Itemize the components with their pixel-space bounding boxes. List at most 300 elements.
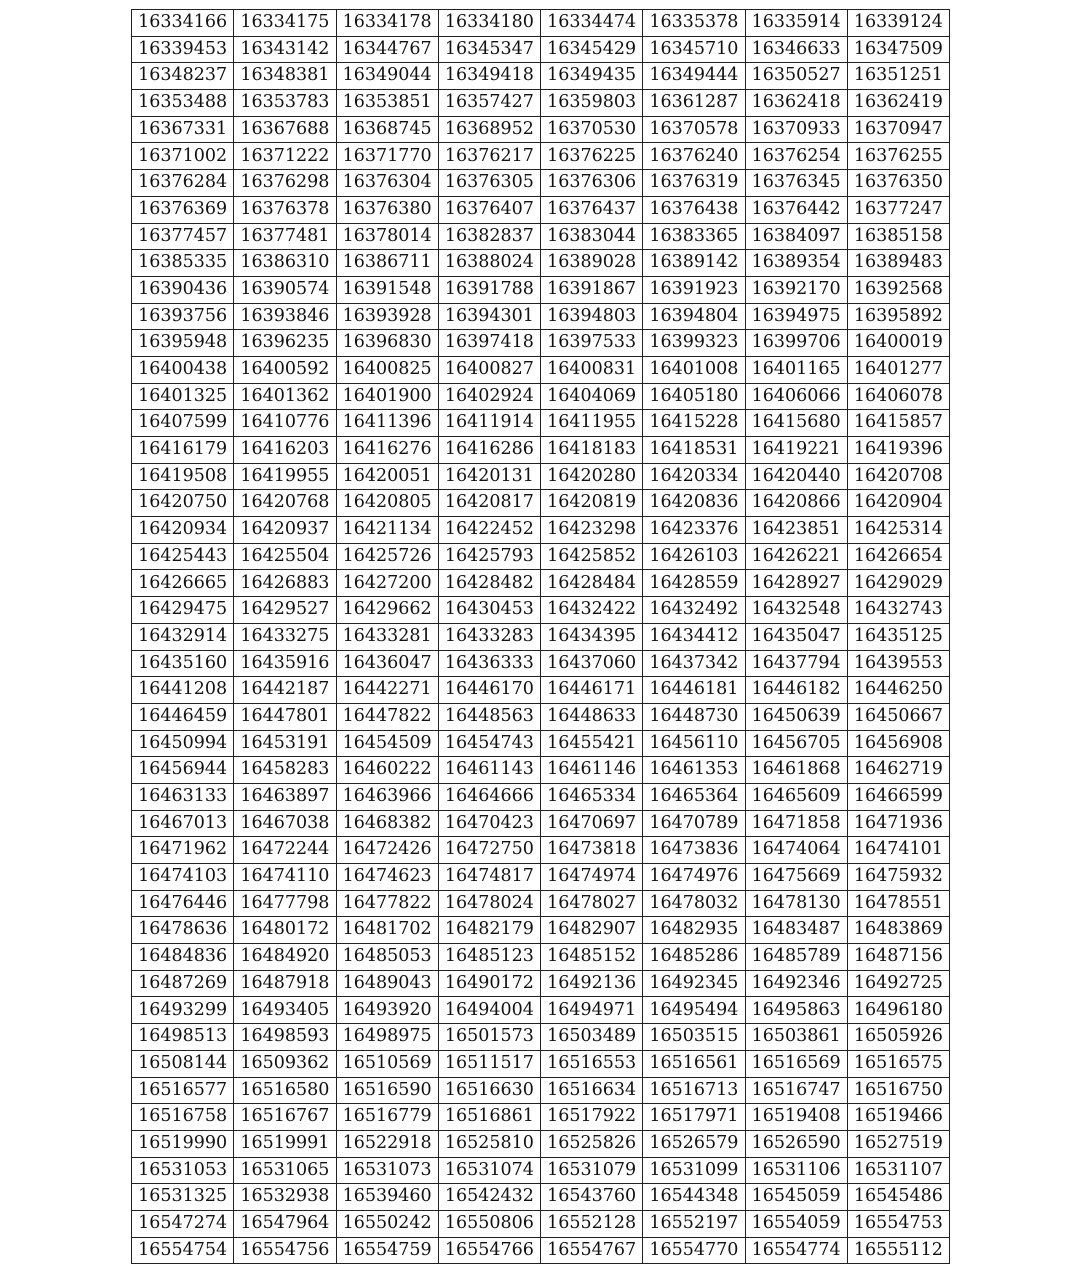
table-cell: 16376225 [541,143,643,170]
table-cell: 16482907 [541,917,643,944]
table-cell: 16485286 [643,944,745,971]
table-cell: 16494971 [541,997,643,1024]
table-cell: 16516569 [745,1050,847,1077]
table-cell: 16420334 [643,463,745,490]
table-cell: 16353783 [234,90,336,117]
table-cell: 16492345 [643,970,745,997]
table-cell: 16474101 [847,837,949,864]
table-cell: 16376305 [438,170,540,197]
table-cell: 16454509 [336,730,438,757]
table-cell: 16376255 [847,143,949,170]
table-cell: 16357427 [438,90,540,117]
table-cell: 16476446 [132,890,234,917]
table-cell: 16485053 [336,944,438,971]
table-row [132,170,950,197]
table-cell: 16339453 [132,36,234,63]
table-row [132,970,950,997]
table-cell: 16516861 [438,1104,540,1131]
table-cell: 16391867 [541,276,643,303]
table-cell: 16391923 [643,276,745,303]
table-cell: 16376437 [541,196,643,223]
table-cell: 16511517 [438,1050,540,1077]
table-cell: 16405180 [643,383,745,410]
table-cell: 16525810 [438,1130,540,1157]
table-cell: 16505926 [847,1024,949,1051]
table-cell: 16397418 [438,330,540,357]
table-cell: 16461146 [541,757,643,784]
table-cell: 16353488 [132,90,234,117]
table-cell: 16428559 [643,570,745,597]
table-row [132,250,950,277]
table-cell: 16448563 [438,703,540,730]
table-cell: 16456944 [132,757,234,784]
table-cell: 16432743 [847,597,949,624]
table-cell: 16531065 [234,1157,336,1184]
table-cell: 16472244 [234,837,336,864]
table-cell: 16411396 [336,410,438,437]
table-cell: 16416203 [234,437,336,464]
table-cell: 16472426 [336,837,438,864]
table-cell: 16385335 [132,250,234,277]
table-row [132,90,950,117]
table-cell: 16473818 [541,837,643,864]
table-row [132,223,950,250]
table-cell: 16334180 [438,10,540,37]
table-cell: 16516630 [438,1077,540,1104]
table-cell: 16531079 [541,1157,643,1184]
table-cell: 16446171 [541,677,643,704]
table-cell: 16474064 [745,837,847,864]
table-cell: 16496180 [847,997,949,1024]
table-cell: 16376345 [745,170,847,197]
table-cell: 16465609 [745,783,847,810]
table-cell: 16522918 [336,1130,438,1157]
table-cell: 16420051 [336,463,438,490]
table-cell: 16531074 [438,1157,540,1184]
table-cell: 16516713 [643,1077,745,1104]
table-cell: 16426654 [847,543,949,570]
table-cell: 16447801 [234,703,336,730]
table-cell: 16429475 [132,597,234,624]
table-cell: 16345710 [643,36,745,63]
table-cell: 16391788 [438,276,540,303]
table-cell: 16554767 [541,1237,643,1264]
table-cell: 16482935 [643,917,745,944]
table-cell: 16393756 [132,303,234,330]
table-cell: 16420817 [438,490,540,517]
table-cell: 16389028 [541,250,643,277]
table-cell: 16545486 [847,1184,949,1211]
table-cell: 16401900 [336,383,438,410]
table-cell: 16406066 [745,383,847,410]
table-cell: 16555112 [847,1237,949,1264]
table-row [132,116,950,143]
table-cell: 16376442 [745,196,847,223]
table-cell: 16446459 [132,703,234,730]
table-cell: 16437794 [745,650,847,677]
table-cell: 16508144 [132,1050,234,1077]
table-cell: 16478024 [438,890,540,917]
table-cell: 16554759 [336,1237,438,1264]
table-cell: 16467013 [132,810,234,837]
table-cell: 16377457 [132,223,234,250]
table-cell: 16348237 [132,63,234,90]
table-cell: 16516767 [234,1104,336,1131]
table-cell: 16386310 [234,250,336,277]
table-cell: 16420934 [132,517,234,544]
table-cell: 16433275 [234,623,336,650]
table-cell: 16428482 [438,570,540,597]
table-cell: 16420805 [336,490,438,517]
table-cell: 16401362 [234,383,336,410]
table-cell: 16458283 [234,757,336,784]
table-cell: 16554756 [234,1237,336,1264]
table-cell: 16376254 [745,143,847,170]
table-cell: 16334178 [336,10,438,37]
table-cell: 16468382 [336,810,438,837]
table-cell: 16419396 [847,437,949,464]
table-cell: 16343142 [234,36,336,63]
table-cell: 16485152 [541,944,643,971]
table-row [132,276,950,303]
table-cell: 16478636 [132,917,234,944]
table-cell: 16477798 [234,890,336,917]
table-row [132,1237,950,1264]
table-cell: 16433281 [336,623,438,650]
table-row [132,757,950,784]
table-cell: 16370947 [847,116,949,143]
table-cell: 16368745 [336,116,438,143]
table-cell: 16415680 [745,410,847,437]
table-cell: 16510569 [336,1050,438,1077]
table-row [132,303,950,330]
table-cell: 16447822 [336,703,438,730]
table-cell: 16395892 [847,303,949,330]
table-cell: 16550806 [438,1210,540,1237]
table-cell: 16419955 [234,463,336,490]
table-cell: 16389354 [745,250,847,277]
table-cell: 16415228 [643,410,745,437]
table-row [132,864,950,891]
table-cell: 16399706 [745,330,847,357]
table-cell: 16425726 [336,543,438,570]
table-cell: 16382837 [438,223,540,250]
table-cell: 16410776 [234,410,336,437]
table-cell: 16429527 [234,597,336,624]
table-row [132,437,950,464]
table-cell: 16378014 [336,223,438,250]
table-cell: 16335378 [643,10,745,37]
table-cell: 16474103 [132,864,234,891]
table-cell: 16418531 [643,437,745,464]
table-cell: 16376284 [132,170,234,197]
table-cell: 16433283 [438,623,540,650]
table-cell: 16554774 [745,1237,847,1264]
table-cell: 16552197 [643,1210,745,1237]
table-cell: 16391548 [336,276,438,303]
table-cell: 16481702 [336,917,438,944]
table-cell: 16461868 [745,757,847,784]
table-row [132,543,950,570]
table-cell: 16439553 [847,650,949,677]
table-row [132,837,950,864]
table-body [132,10,950,1264]
table-cell: 16400592 [234,356,336,383]
table-cell: 16487918 [234,970,336,997]
table-cell: 16400019 [847,330,949,357]
table-cell: 16516750 [847,1077,949,1104]
table-cell: 16419508 [132,463,234,490]
table-cell: 16432548 [745,597,847,624]
number-table [131,9,950,1264]
table-cell: 16516779 [336,1104,438,1131]
table-row [132,703,950,730]
table-cell: 16423298 [541,517,643,544]
table-cell: 16406078 [847,383,949,410]
table-cell: 16495863 [745,997,847,1024]
table-cell: 16470423 [438,810,540,837]
table-cell: 16370933 [745,116,847,143]
table-cell: 16420131 [438,463,540,490]
table-cell: 16347509 [847,36,949,63]
table-cell: 16517971 [643,1104,745,1131]
table-cell: 16351251 [847,63,949,90]
table-cell: 16436333 [438,650,540,677]
table-cell: 16509362 [234,1050,336,1077]
table-cell: 16425852 [541,543,643,570]
table-cell: 16464666 [438,783,540,810]
table-cell: 16498975 [336,1024,438,1051]
table-cell: 16392568 [847,276,949,303]
table-cell: 16550242 [336,1210,438,1237]
table-cell: 16436047 [336,650,438,677]
table-row [132,10,950,37]
table-cell: 16385158 [847,223,949,250]
table-cell: 16404069 [541,383,643,410]
table-cell: 16376369 [132,196,234,223]
table-cell: 16493299 [132,997,234,1024]
table-cell: 16418183 [541,437,643,464]
table-cell: 16531073 [336,1157,438,1184]
table-cell: 16487156 [847,944,949,971]
table-cell: 16395948 [132,330,234,357]
table-cell: 16516590 [336,1077,438,1104]
table-cell: 16422452 [438,517,540,544]
table-cell: 16392170 [745,276,847,303]
table-cell: 16335914 [745,10,847,37]
table-cell: 16455421 [541,730,643,757]
table-cell: 16525826 [541,1130,643,1157]
table-cell: 16420708 [847,463,949,490]
table-cell: 16531099 [643,1157,745,1184]
table-cell: 16370530 [541,116,643,143]
table-cell: 16411914 [438,410,540,437]
table-cell: 16421134 [336,517,438,544]
table-cell: 16393846 [234,303,336,330]
table-cell: 16339124 [847,10,949,37]
table-cell: 16396830 [336,330,438,357]
table-cell: 16399323 [643,330,745,357]
table-row [132,917,950,944]
table-cell: 16377247 [847,196,949,223]
table-cell: 16435125 [847,623,949,650]
table-cell: 16527519 [847,1130,949,1157]
table-row [132,997,950,1024]
table-cell: 16420836 [643,490,745,517]
table-cell: 16437060 [541,650,643,677]
table-row [132,783,950,810]
table-cell: 16498593 [234,1024,336,1051]
table-cell: 16420937 [234,517,336,544]
table-cell: 16483869 [847,917,949,944]
table-row [132,1157,950,1184]
table-cell: 16435916 [234,650,336,677]
table-row [132,463,950,490]
table-row [132,944,950,971]
table-cell: 16377481 [234,223,336,250]
table-row [132,63,950,90]
table-cell: 16376407 [438,196,540,223]
table-cell: 16401008 [643,356,745,383]
table-cell: 16545059 [745,1184,847,1211]
table-cell: 16400831 [541,356,643,383]
table-cell: 16376217 [438,143,540,170]
table-row [132,677,950,704]
table-cell: 16450994 [132,730,234,757]
table-cell: 16477822 [336,890,438,917]
table-cell: 16394301 [438,303,540,330]
table-row [132,196,950,223]
table-cell: 16519991 [234,1130,336,1157]
table-cell: 16492346 [745,970,847,997]
table-cell: 16345429 [541,36,643,63]
table-cell: 16386711 [336,250,438,277]
table-cell: 16493920 [336,997,438,1024]
table-cell: 16430453 [438,597,540,624]
table-cell: 16453191 [234,730,336,757]
table-cell: 16485789 [745,944,847,971]
table-cell: 16446170 [438,677,540,704]
table-cell: 16371002 [132,143,234,170]
table-cell: 16446181 [643,677,745,704]
table-cell: 16426665 [132,570,234,597]
table-cell: 16463133 [132,783,234,810]
table-cell: 16425793 [438,543,540,570]
table-cell: 16396235 [234,330,336,357]
table-row [132,570,950,597]
table-cell: 16367331 [132,116,234,143]
table-cell: 16426103 [643,543,745,570]
table-cell: 16429029 [847,570,949,597]
table-cell: 16390574 [234,276,336,303]
table-cell: 16495494 [643,997,745,1024]
table-cell: 16484920 [234,944,336,971]
table-cell: 16376378 [234,196,336,223]
table-cell: 16503861 [745,1024,847,1051]
table-cell: 16416179 [132,437,234,464]
table-cell: 16519990 [132,1130,234,1157]
table-cell: 16362418 [745,90,847,117]
table-cell: 16434395 [541,623,643,650]
table-cell: 16487269 [132,970,234,997]
table-cell: 16554770 [643,1237,745,1264]
table-cell: 16400827 [438,356,540,383]
table-cell: 16471936 [847,810,949,837]
table-cell: 16517922 [541,1104,643,1131]
table-cell: 16394803 [541,303,643,330]
table-row [132,730,950,757]
table-cell: 16503489 [541,1024,643,1051]
table-row [132,330,950,357]
table-cell: 16456908 [847,730,949,757]
table-cell: 16450639 [745,703,847,730]
table-cell: 16349435 [541,63,643,90]
table-cell: 16407599 [132,410,234,437]
table-cell: 16349044 [336,63,438,90]
table-row [132,1104,950,1131]
table-cell: 16432914 [132,623,234,650]
table-cell: 16348381 [234,63,336,90]
table-cell: 16334175 [234,10,336,37]
table-row [132,383,950,410]
table-cell: 16393928 [336,303,438,330]
table-cell: 16492725 [847,970,949,997]
table-cell: 16478551 [847,890,949,917]
table-cell: 16420866 [745,490,847,517]
table-cell: 16434412 [643,623,745,650]
table-cell: 16435047 [745,623,847,650]
table-cell: 16416286 [438,437,540,464]
table-cell: 16376306 [541,170,643,197]
table-cell: 16462719 [847,757,949,784]
table-row [132,1210,950,1237]
table-cell: 16446182 [745,677,847,704]
table-cell: 16456705 [745,730,847,757]
table-cell: 16400825 [336,356,438,383]
table-cell: 16516580 [234,1077,336,1104]
table-cell: 16474974 [541,864,643,891]
table-cell: 16389483 [847,250,949,277]
table-cell: 16432492 [643,597,745,624]
table-cell: 16554753 [847,1210,949,1237]
table-row [132,1050,950,1077]
table-cell: 16423851 [745,517,847,544]
table-cell: 16554754 [132,1237,234,1264]
table-cell: 16371222 [234,143,336,170]
table-cell: 16383365 [643,223,745,250]
table-cell: 16543760 [541,1184,643,1211]
table-cell: 16552128 [541,1210,643,1237]
table-cell: 16501573 [438,1024,540,1051]
table-cell: 16353851 [336,90,438,117]
table-cell: 16416276 [336,437,438,464]
table-cell: 16474623 [336,864,438,891]
table-cell: 16401277 [847,356,949,383]
table-cell: 16526579 [643,1130,745,1157]
table-cell: 16519408 [745,1104,847,1131]
table-cell: 16383044 [541,223,643,250]
table-cell: 16478027 [541,890,643,917]
table-cell: 16376319 [643,170,745,197]
table-cell: 16400438 [132,356,234,383]
table-row [132,517,950,544]
table-cell: 16519466 [847,1104,949,1131]
table-cell: 16426883 [234,570,336,597]
table-row [132,650,950,677]
table-cell: 16367688 [234,116,336,143]
table-cell: 16346633 [745,36,847,63]
table-cell: 16472750 [438,837,540,864]
